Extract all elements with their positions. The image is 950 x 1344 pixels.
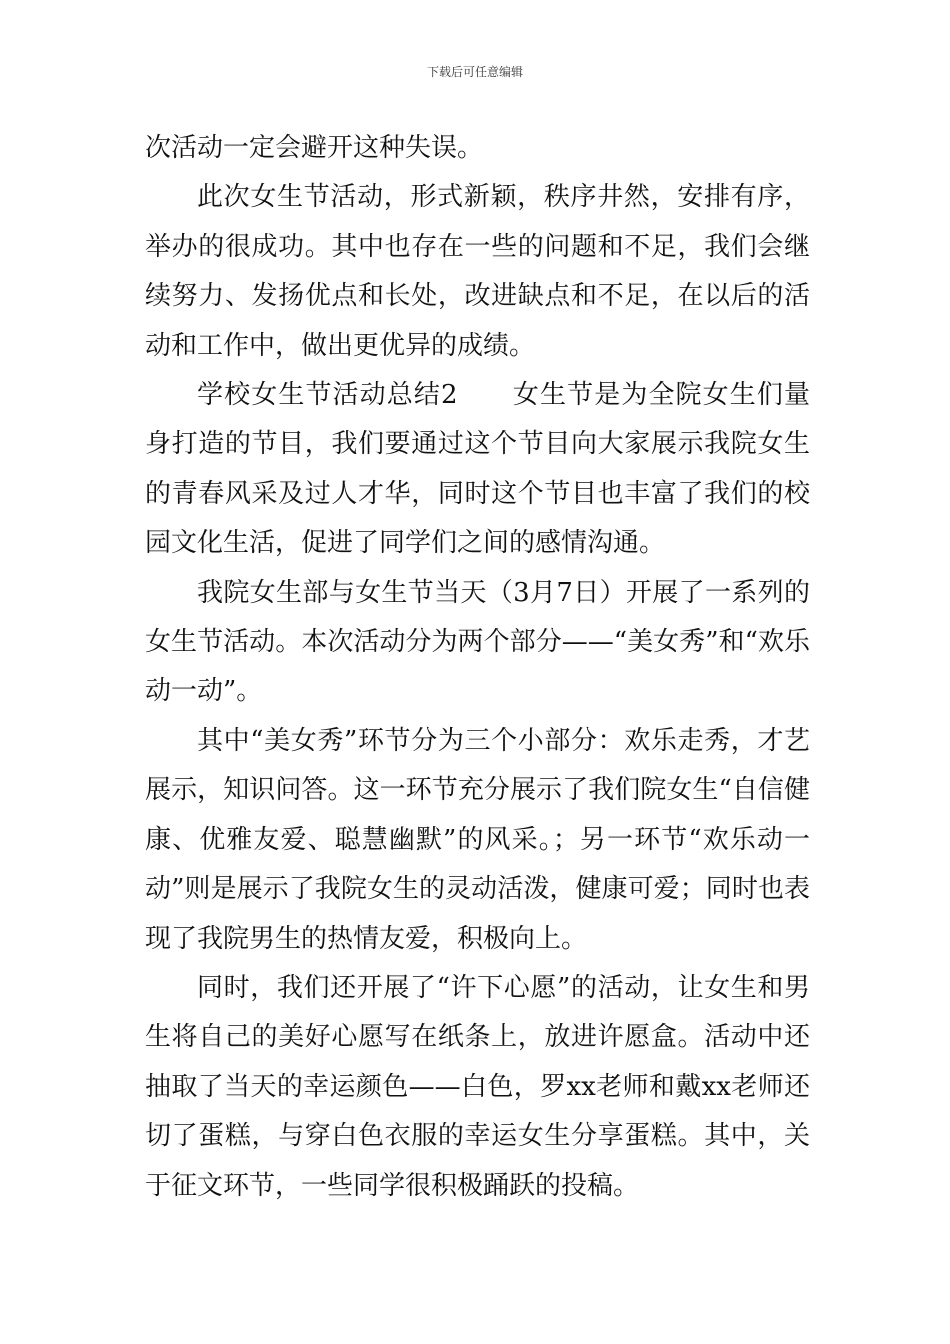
paragraph-wishes: 同时，我们还开展了“许下心愿”的活动，让女生和男生将自己的美好心愿写在纸条上，放进许愿盒。活动中还抽取了当天的幸运颜色——白色，罗xx老师和戴xx老师还切了蛋糕，与穿白色衣服的幸运女生分享蛋糕。其中，关于征文环节，一些同学很积极踊跃的投稿。 [145,972,810,1201]
document-body [145,124,810,1211]
paragraph-beauty-show: 其中“美女秀”环节分为三个小部分：欢乐走秀，才艺展示，知识问答。这一环节充分展示了我们院女生“自信健康、优雅友爱、聪慧幽默”的风采。；另一环节“欢乐动一动”则是展示了我院女生的灵动活泼，健康可爱；同时也表现了我院男生的热情友爱，积极向上。 [145,725,810,954]
page-header-note: 下载后可任意编辑 [426,65,523,79]
paragraph-activity-overview: 我院女生部与女生节当天（3月7日）开展了一系列的女生节活动。本次活动分为两个部分——“美女秀”和“欢乐动一动”。 [145,577,810,707]
paragraph-continuation: 次活动一定会避开这种失误。 [145,133,484,163]
paragraph-summary: 此次女生节活动，形式新颖，秩序井然，安排有序，举办的很成功。其中也存在一些的问题和不足，我们会继续努力、发扬优点和长处，改进缺点和不足，在以后的活动和工作中，做出更优异的成绩。 [145,182,810,361]
paragraph-section-2-intro: 学校女生节活动总结2 女生节是为全院女生们量身打造的节目，我们要通过这个节目向大家展示我院女生的青春风采及过人才华，同时这个节目也丰富了我们的校园文化生活，促进了同学们之间的感情沟通。 [145,380,810,559]
